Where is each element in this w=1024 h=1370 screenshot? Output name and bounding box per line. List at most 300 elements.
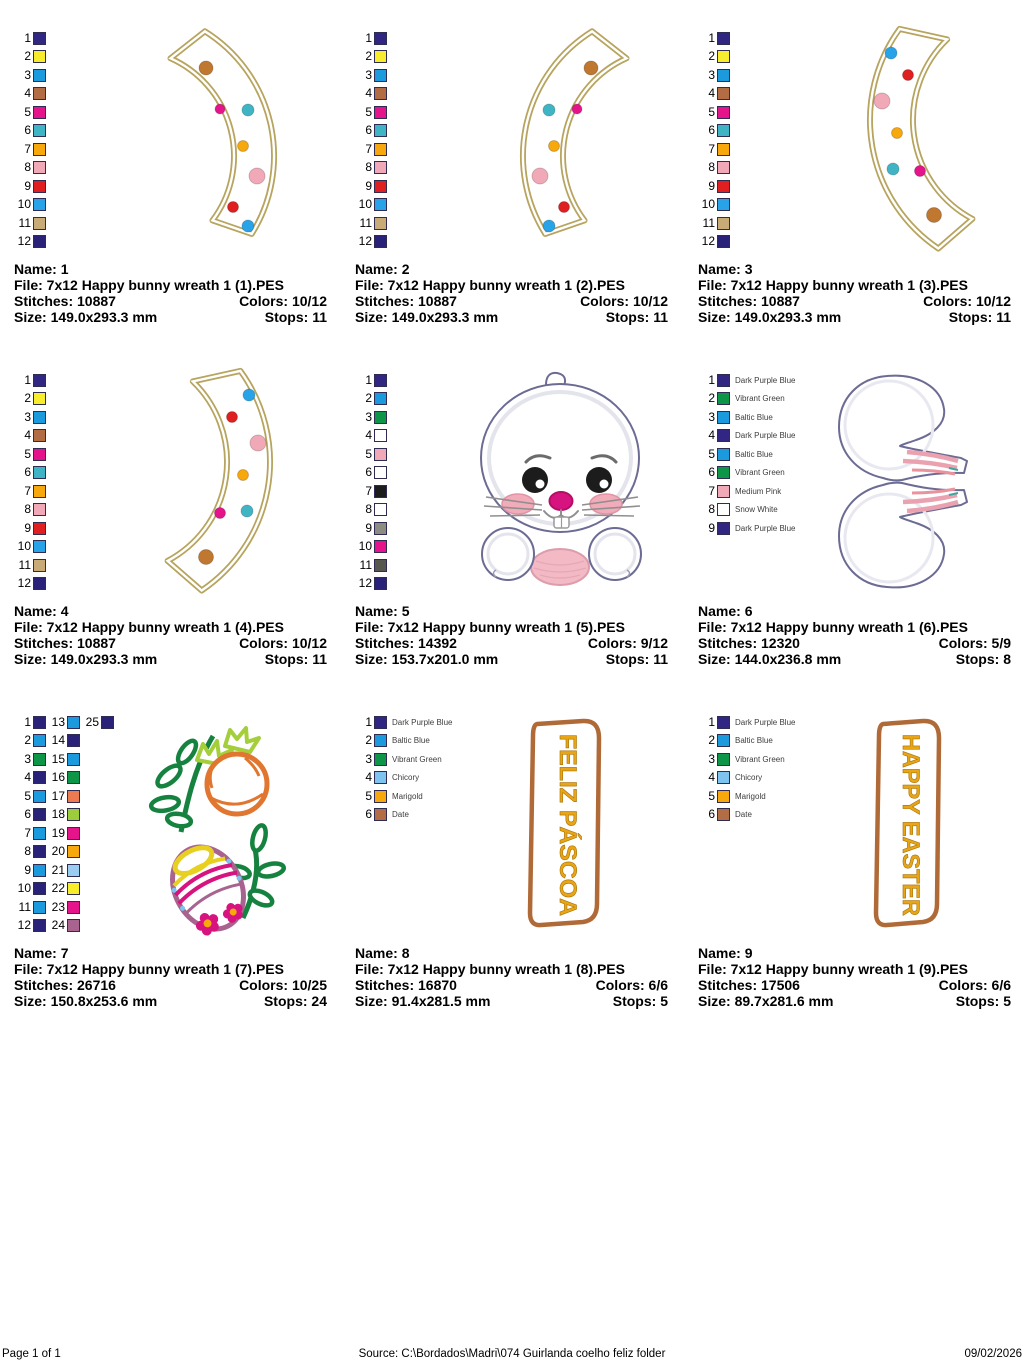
color-number: 9 (365, 520, 372, 535)
color-swatch (717, 808, 730, 821)
value: 11 (653, 651, 668, 667)
color-number: 6 (708, 465, 715, 480)
color-number: 9 (24, 862, 31, 877)
value: 5 (660, 993, 668, 1009)
palette-entry (698, 408, 795, 427)
palette-entry (48, 898, 80, 917)
color-swatch (374, 808, 387, 821)
palette-entry (82, 713, 114, 732)
carrot-top-leaf (225, 728, 259, 752)
design-stops: Stops: 11 (264, 309, 327, 325)
design-size: Size: 91.4x281.5 mm (355, 993, 491, 1009)
design-colors: Colors: 10/12 (239, 635, 327, 651)
color-swatch (374, 392, 387, 405)
color-number: 17 (51, 788, 65, 803)
palette-entry (14, 233, 46, 252)
design-stitches: Stitches: 10887 (698, 293, 800, 309)
value: 7x12 Happy bunny wreath 1 (7).PES (46, 961, 284, 977)
palette-entry (355, 464, 387, 483)
value: 11 (312, 309, 327, 325)
palette-entry (14, 575, 46, 594)
design-file: File: 7x12 Happy bunny wreath 1 (6).PES (698, 619, 968, 635)
color-swatch (33, 734, 46, 747)
color-number: 1 (365, 714, 372, 729)
palette-entry (48, 861, 80, 880)
color-number: 5 (708, 104, 715, 119)
color-swatch (717, 124, 730, 137)
color-swatch (717, 143, 730, 156)
color-swatch (374, 429, 387, 442)
color-number: 6 (24, 807, 31, 822)
color-name: Marigold (735, 791, 766, 801)
color-name: Vibrant Green (735, 468, 785, 478)
color-number: 3 (365, 751, 372, 766)
color-swatch (33, 808, 46, 821)
color-swatch (374, 716, 387, 729)
palette-entry (355, 159, 387, 178)
palette-entry (355, 103, 387, 122)
value: 6/6 (991, 977, 1011, 993)
color-swatch (33, 235, 46, 248)
palette-entry (14, 519, 46, 538)
color-number: 6 (365, 465, 372, 480)
color-name: Baltic Blue (735, 736, 773, 746)
palette-entry (355, 122, 387, 141)
palette-entry (14, 159, 46, 178)
palette-entry (355, 177, 387, 196)
color-swatch (374, 217, 387, 230)
design-info (698, 603, 1011, 667)
easter-egg (157, 834, 258, 942)
color-number: 1 (24, 714, 31, 729)
palette-entry (14, 214, 46, 233)
color-swatch (33, 790, 46, 803)
value: 5/9 (991, 635, 1011, 651)
color-swatch (67, 919, 80, 932)
color-swatch (374, 466, 387, 479)
palette-entry (355, 371, 387, 390)
color-number: 1 (365, 372, 372, 387)
color-swatch (33, 87, 46, 100)
color-number: 11 (18, 557, 31, 572)
design-name: Name: 3 (698, 261, 753, 277)
palette-entry (355, 501, 387, 520)
color-number: 10 (701, 197, 715, 212)
value: 16870 (418, 977, 457, 993)
color-swatch (33, 845, 46, 858)
design-stitches: Stitches: 16870 (355, 977, 457, 993)
color-swatch (374, 540, 387, 553)
color-swatch (374, 180, 387, 193)
color-swatch (33, 522, 46, 535)
color-swatch (33, 161, 46, 174)
palette-entry (355, 732, 452, 751)
color-name: Baltic Blue (735, 412, 773, 422)
value: 153.7x201.0 mm (391, 651, 499, 667)
color-number: 7 (365, 141, 372, 156)
color-swatch (67, 845, 80, 858)
palette-entry (48, 769, 80, 788)
color-number: 5 (708, 446, 715, 461)
value: 149.0x293.3 mm (50, 651, 158, 667)
design-stops: Stops: 8 (955, 651, 1011, 667)
color-number: 8 (24, 160, 31, 175)
color-swatch (33, 919, 46, 932)
color-swatch (374, 448, 387, 461)
value: 10887 (77, 635, 116, 651)
color-name: Dark Purple Blue (735, 523, 796, 533)
color-number: 1 (24, 30, 31, 45)
palette-entry (14, 898, 46, 917)
color-number: 9 (708, 178, 715, 193)
value: 7x12 Happy bunny wreath 1 (9).PES (730, 961, 968, 977)
wreath-arc-thumbnail (507, 30, 637, 250)
color-swatch (374, 198, 387, 211)
design-colors: Colors: 10/25 (239, 977, 327, 993)
design-size: Size: 144.0x236.8 mm (698, 651, 842, 667)
design-file: File: 7x12 Happy bunny wreath 1 (4).PES (14, 619, 284, 635)
color-swatch (33, 50, 46, 63)
color-number: 12 (701, 234, 715, 249)
color-number: 10 (17, 197, 31, 212)
value: 7 (60, 945, 69, 961)
palette-entry (14, 806, 46, 825)
design-info (355, 603, 668, 667)
carrot-egg-art (153, 720, 283, 935)
palette-entry (14, 482, 46, 501)
palette-entry (698, 501, 795, 520)
color-swatch (33, 448, 46, 461)
color-number: 1 (365, 30, 372, 45)
color-number: 6 (24, 465, 31, 480)
palette-entry (48, 732, 80, 751)
color-number: 1 (708, 714, 715, 729)
color-number: 1 (708, 372, 715, 387)
value: 144.0x236.8 mm (734, 651, 842, 667)
color-number: 5 (365, 446, 372, 461)
color-number: 7 (365, 483, 372, 498)
palette-entry (14, 538, 46, 557)
color-swatch (33, 771, 46, 784)
color-number: 6 (365, 123, 372, 138)
value: 149.0x293.3 mm (734, 309, 842, 325)
design-stops: Stops: 5 (955, 993, 1011, 1009)
value: 7x12 Happy bunny wreath 1 (3).PES (730, 277, 968, 293)
color-number: 7 (708, 141, 715, 156)
value: 10/12 (632, 293, 668, 309)
carrot-egg-thumbnail (153, 720, 283, 935)
color-number: 5 (365, 104, 372, 119)
palette-entry (355, 519, 387, 538)
color-number: 12 (17, 576, 31, 591)
color-swatch (374, 124, 387, 137)
value: 10/12 (291, 293, 327, 309)
color-swatch (374, 411, 387, 424)
palette-entry (355, 427, 387, 446)
palette-entry (698, 787, 795, 806)
palette-entry (14, 48, 46, 67)
palette-entry (698, 732, 795, 751)
design-size: Size: 149.0x293.3 mm (698, 309, 842, 325)
palette-entry (14, 140, 46, 159)
color-swatch (374, 577, 387, 590)
palette-entry (14, 732, 46, 751)
color-number: 3 (708, 67, 715, 82)
color-number: 11 (359, 557, 372, 572)
value: 150.8x253.6 mm (50, 993, 158, 1009)
color-number: 3 (365, 409, 372, 424)
color-swatch (101, 716, 114, 729)
palette-entry (355, 713, 452, 732)
color-number: 4 (708, 770, 715, 785)
color-name: Dark Purple Blue (392, 717, 453, 727)
value: 10887 (761, 293, 800, 309)
color-swatch (374, 522, 387, 535)
thread-palette (355, 371, 387, 593)
color-swatch (374, 753, 387, 766)
design-name: Name: 5 (355, 603, 410, 619)
palette-entry (698, 464, 795, 483)
color-number: 6 (365, 807, 372, 822)
color-name: Baltic Blue (735, 449, 773, 459)
design-file: File: 7x12 Happy bunny wreath 1 (2).PES (355, 277, 625, 293)
color-swatch (374, 503, 387, 516)
design-size: Size: 149.0x293.3 mm (14, 309, 158, 325)
color-number: 22 (51, 881, 65, 896)
value: 7x12 Happy bunny wreath 1 (1).PES (46, 277, 284, 293)
palette-entry (698, 233, 730, 252)
color-number: 2 (24, 49, 31, 64)
color-number: 5 (708, 788, 715, 803)
design-stops: Stops: 11 (948, 309, 1011, 325)
thread-palette (355, 29, 387, 251)
color-number: 11 (18, 215, 31, 230)
color-swatch (33, 827, 46, 840)
color-number: 2 (708, 49, 715, 64)
color-swatch (33, 143, 46, 156)
ear-lower (839, 483, 967, 588)
value: 24 (311, 993, 327, 1009)
palette-entry (14, 177, 46, 196)
palette-entry (14, 824, 46, 843)
value: 89.7x281.6 mm (734, 993, 834, 1009)
color-swatch (717, 448, 730, 461)
color-swatch (717, 87, 730, 100)
color-swatch (67, 882, 80, 895)
color-swatch (717, 411, 730, 424)
color-swatch (67, 790, 80, 803)
palette-entry (14, 196, 46, 215)
palette-entry (14, 713, 46, 732)
wreath-arc-thumbnail (160, 370, 290, 595)
value: 6/6 (648, 977, 668, 993)
color-number: 10 (17, 881, 31, 896)
design-colors: Colors: 10/12 (239, 293, 327, 309)
design-stops: Stops: 11 (264, 651, 327, 667)
palette-entry (14, 427, 46, 446)
palette-entry (698, 445, 795, 464)
palette-entry (698, 140, 730, 159)
palette-entry (48, 843, 80, 862)
design-info (698, 945, 1011, 1009)
color-swatch (33, 901, 46, 914)
design-file: File: 7x12 Happy bunny wreath 1 (3).PES (698, 277, 968, 293)
color-swatch (33, 374, 46, 387)
color-name: Vibrant Green (735, 754, 785, 764)
value: 91.4x281.5 mm (391, 993, 491, 1009)
value: 1 (60, 261, 69, 277)
color-number: 5 (24, 788, 31, 803)
value: 10887 (77, 293, 116, 309)
color-number: 12 (17, 918, 31, 933)
color-number: 4 (24, 86, 31, 101)
color-swatch (374, 790, 387, 803)
design-file: File: 7x12 Happy bunny wreath 1 (1).PES (14, 277, 284, 293)
design-stitches: Stitches: 14392 (355, 635, 457, 651)
color-swatch (717, 374, 730, 387)
palette-entry (355, 575, 387, 594)
palette-entry (14, 464, 46, 483)
color-swatch (33, 882, 46, 895)
color-swatch (374, 143, 387, 156)
palette-entry (698, 427, 795, 446)
color-swatch (374, 106, 387, 119)
color-name: Dark Purple Blue (735, 431, 796, 441)
color-number: 2 (708, 391, 715, 406)
thread-palette (698, 29, 730, 251)
wreath-arc-thumbnail (160, 30, 290, 250)
palette-entry (14, 66, 46, 85)
color-swatch (717, 161, 730, 174)
design-name: Name: 4 (14, 603, 69, 619)
color-name: Dark Purple Blue (735, 717, 796, 727)
color-swatch (33, 392, 46, 405)
color-name: Marigold (392, 791, 423, 801)
color-number: 3 (708, 409, 715, 424)
palette-entry (48, 806, 80, 825)
color-swatch (33, 864, 46, 877)
palette-entry (355, 538, 387, 557)
value: 10/12 (975, 293, 1011, 309)
palette-entry (14, 85, 46, 104)
palette-entry (14, 880, 46, 899)
palette-entry (14, 445, 46, 464)
palette-entry (14, 917, 46, 936)
palette-entry (48, 824, 80, 843)
color-number: 14 (51, 733, 65, 748)
design-card (14, 710, 329, 1010)
color-swatch (33, 716, 46, 729)
color-number: 2 (24, 733, 31, 748)
color-swatch (717, 771, 730, 784)
value: 3 (744, 261, 753, 277)
carrot-group (150, 728, 267, 832)
color-number: 12 (17, 234, 31, 249)
palette-entry (698, 29, 730, 48)
design-size: Size: 153.7x201.0 mm (355, 651, 499, 667)
color-number: 9 (24, 178, 31, 193)
value: 7x12 Happy bunny wreath 1 (8).PES (387, 961, 625, 977)
design-colors: Colors: 6/6 (938, 977, 1011, 993)
palette-entry (355, 29, 387, 48)
palette-entry (355, 408, 387, 427)
color-swatch (717, 198, 730, 211)
color-swatch (374, 32, 387, 45)
page-number: Page 1 of 1 (2, 1348, 61, 1360)
design-card (14, 368, 329, 668)
palette-entry (355, 769, 452, 788)
palette-entry (14, 769, 46, 788)
design-stitches: Stitches: 10887 (14, 635, 116, 651)
palette-entry (698, 390, 795, 409)
design-file: File: 7x12 Happy bunny wreath 1 (5).PES (355, 619, 625, 635)
color-number: 18 (51, 807, 65, 822)
color-name: Vibrant Green (735, 394, 785, 404)
color-number: 2 (24, 391, 31, 406)
bunny-face-thumbnail (480, 370, 643, 593)
design-file: File: 7x12 Happy bunny wreath 1 (8).PES (355, 961, 625, 977)
egg-group (157, 824, 285, 942)
color-swatch (67, 771, 80, 784)
design-card (355, 710, 670, 1010)
color-swatch (67, 808, 80, 821)
palette-entry (355, 787, 452, 806)
color-number: 7 (708, 483, 715, 498)
design-info (14, 945, 327, 1009)
color-swatch (33, 180, 46, 193)
color-number: 25 (85, 714, 99, 729)
palette-entry (698, 750, 795, 769)
value: 8 (1003, 651, 1011, 667)
color-swatch (374, 69, 387, 82)
design-name: Name: 9 (698, 945, 753, 961)
color-swatch (374, 161, 387, 174)
value: 6 (744, 603, 753, 619)
color-swatch (717, 180, 730, 193)
palette-entry (14, 501, 46, 520)
value: 9 (744, 945, 753, 961)
design-name: Name: 8 (355, 945, 410, 961)
color-number: 5 (24, 446, 31, 461)
design-name: Name: 2 (355, 261, 410, 277)
color-swatch (374, 235, 387, 248)
color-number: 8 (365, 502, 372, 517)
design-file: File: 7x12 Happy bunny wreath 1 (9).PES (698, 961, 968, 977)
color-swatch (717, 217, 730, 230)
color-swatch (717, 716, 730, 729)
bunny-ears-art (837, 373, 974, 590)
color-number: 2 (365, 49, 372, 64)
palette-entry (14, 861, 46, 880)
design-colors: Colors: 5/9 (938, 635, 1011, 651)
value: 7x12 Happy bunny wreath 1 (5).PES (387, 619, 625, 635)
palette-entry (698, 48, 730, 67)
thread-palette (698, 371, 795, 593)
value: 17506 (761, 977, 800, 993)
color-swatch (717, 50, 730, 63)
color-number: 3 (708, 751, 715, 766)
design-stitches: Stitches: 10887 (355, 293, 457, 309)
color-swatch (33, 559, 46, 572)
design-info (355, 945, 668, 1009)
color-swatch (33, 429, 46, 442)
palette-entry (698, 713, 795, 732)
design-stitches: Stitches: 26716 (14, 977, 116, 993)
color-number: 10 (358, 539, 372, 554)
color-number: 9 (365, 178, 372, 193)
color-number: 3 (24, 67, 31, 82)
color-number: 10 (358, 197, 372, 212)
